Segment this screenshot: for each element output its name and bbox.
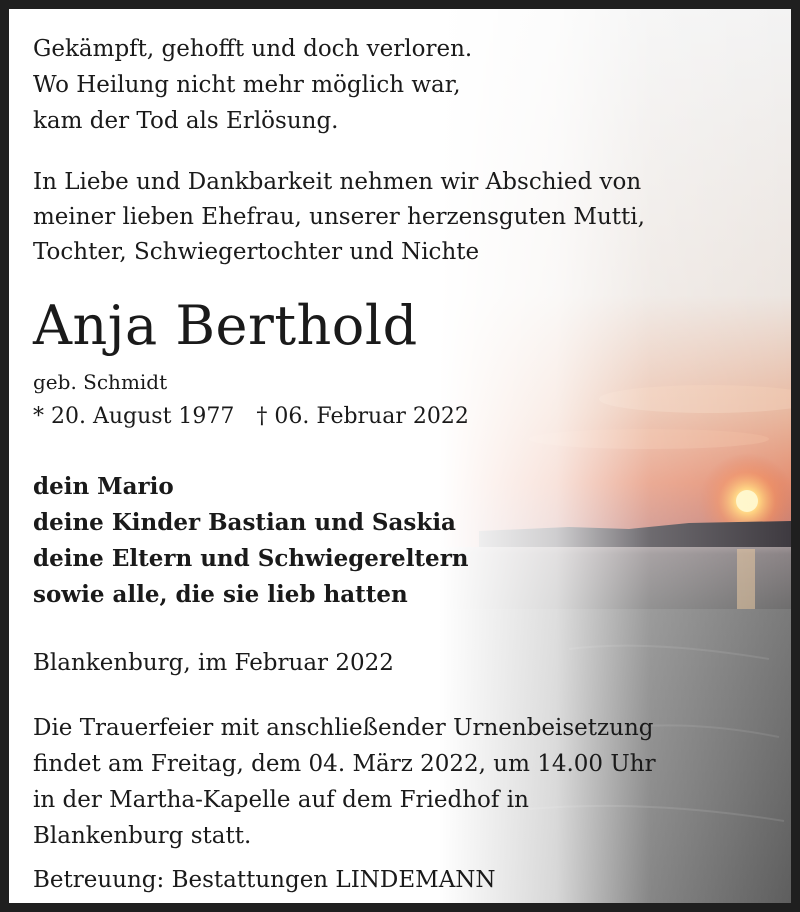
intro-text (33, 165, 645, 270)
life-dates (33, 401, 469, 433)
intro-line: In Liebe und Dankbarkeit nehmen wir Abschied von (33, 169, 642, 195)
ceremony-line: Blankenburg statt. (33, 823, 252, 849)
intro-line: Tochter, Schwiegertochter und Nichte (33, 239, 480, 265)
ceremony-line: Die Trauerfeier mit anschließender Urnenbeisetzung (33, 715, 654, 741)
funeral-home: Betreuung: Bestattungen LINDEMANN (33, 867, 496, 893)
ceremony-line: findet am Freitag, dem 04. März 2022, um 14.00 Uhr (33, 751, 656, 777)
mourners-list (33, 469, 469, 613)
mourner-line: dein Mario (33, 473, 174, 500)
ceremony-line: in der Martha-Kapelle auf dem Friedhof in (33, 787, 529, 813)
mourner-line: deine Kinder Bastian und Saskia (33, 509, 456, 536)
death-date: † 06. Februar 2022 (256, 404, 469, 429)
verse-line: kam der Tod als Erlösung. (33, 108, 339, 134)
maiden-name: geb. Schmidt (33, 370, 168, 394)
mourner-line: deine Eltern und Schwiegereltern (33, 545, 469, 572)
birth-date: * 20. August 1977 (33, 404, 235, 429)
ceremony-info (33, 710, 656, 854)
verse-line: Gekämpft, gehofft und doch verloren. (33, 36, 473, 62)
verse (33, 31, 472, 139)
mourner-line: sowie alle, die sie lieb hatten (33, 581, 408, 608)
deceased-name: Anja Berthold (33, 294, 418, 357)
verse-line: Wo Heilung nicht mehr möglich war, (33, 72, 461, 98)
intro-line: meiner lieben Ehefrau, unserer herzensguten Mutti, (33, 204, 645, 230)
place-date: Blankenburg, im Februar 2022 (33, 650, 394, 676)
